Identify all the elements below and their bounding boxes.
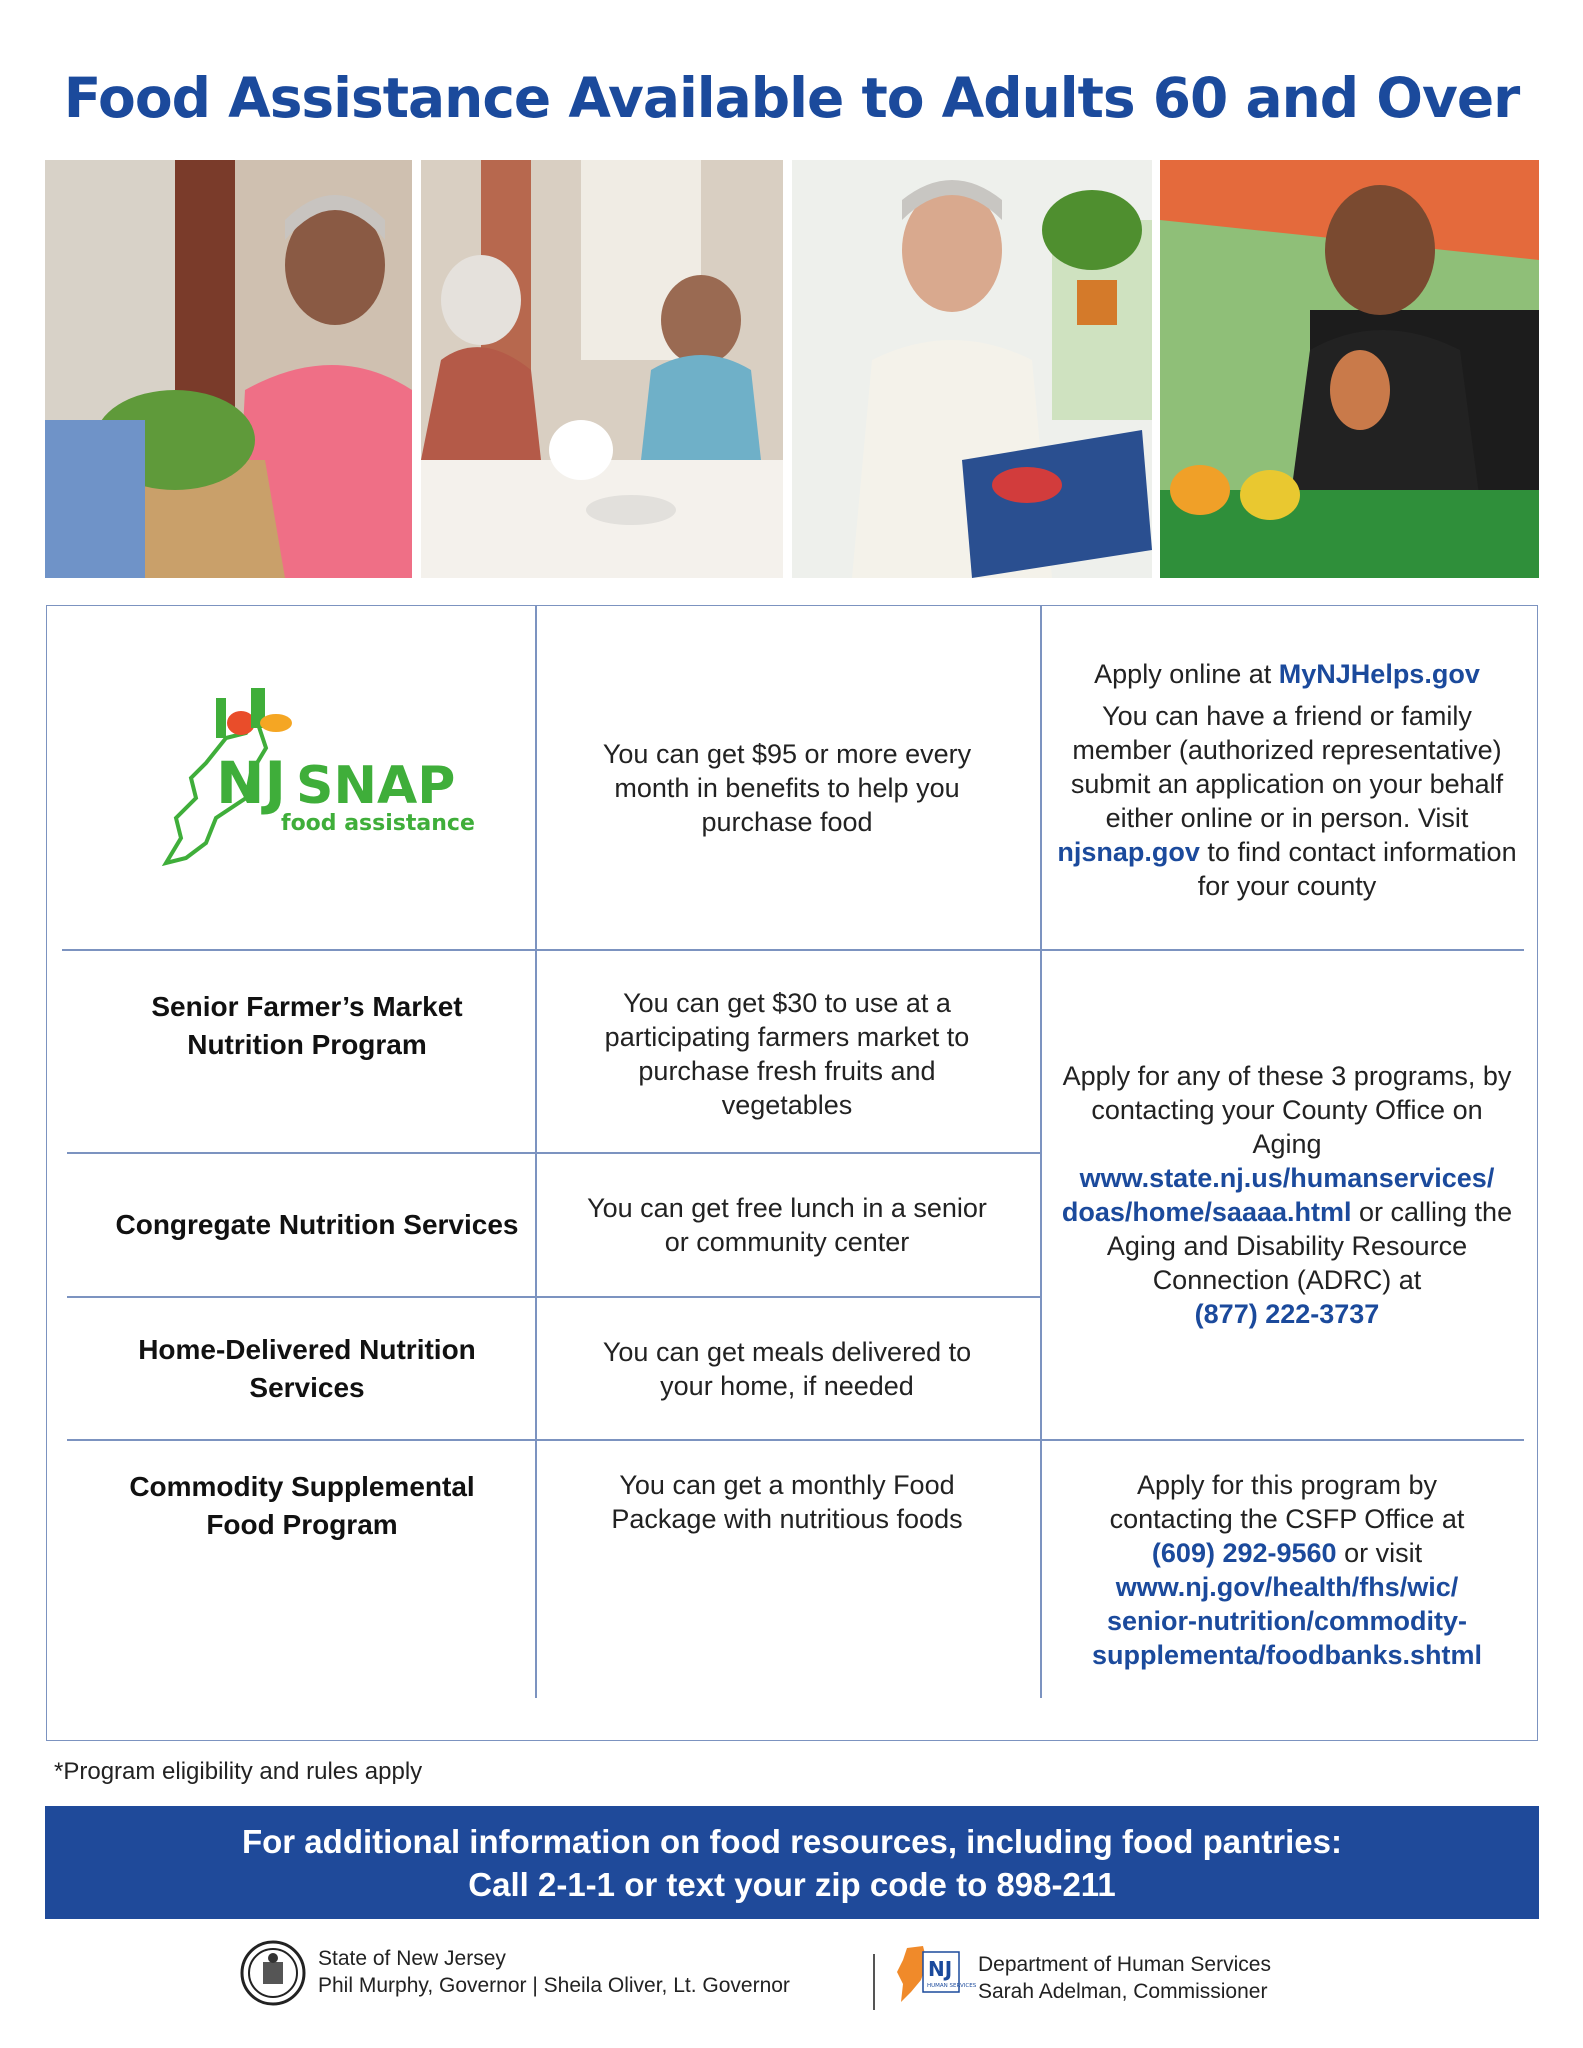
csfp-apply: Apply for this program by contacting the CSFP Office at (609) 292-9560 or visit www.nj.gov/health/fhs/wic/ senior-nutrition/commodity- supplementa/foodbanks.shtml	[1091, 1470, 1483, 1670]
page-title: Food Assistance Available to Adults 60 and Over	[63, 66, 1520, 130]
program-table	[46, 605, 1538, 1741]
njsnap-link[interactable]: njsnap.gov	[1057, 837, 1200, 867]
mynjhelps-link[interactable]: MyNJHelps.gov	[1278, 659, 1480, 689]
sfmnp-title: Senior Farmer’s Market Nutrition Program	[151, 991, 463, 1060]
home-delivered-description: You can get meals delivered to your home, if needed	[602, 1336, 972, 1401]
banner-line-2: Call 2-1-1 or text your zip code to 898-211	[468, 1865, 1116, 1903]
state-name: State of New Jersey	[318, 1947, 506, 1970]
eligibility-note: *Program eligibility and rules apply	[54, 1758, 423, 1785]
snap-logo-nj: NJ	[216, 748, 287, 817]
state-officials: Phil Murphy, Governor | Sheila Oliver, Lt. Governor	[318, 1974, 790, 1997]
snap-logo-snap: SNAP	[296, 755, 456, 816]
home-delivered-title: Home-Delivered Nutrition Services	[138, 1333, 476, 1403]
csfp-link[interactable]: www.nj.gov/health/fhs/wic/ senior-nutrition/commodity- supplementa/foodbanks.shtml	[1091, 1572, 1483, 1670]
commissioner-name: Sarah Adelman, Commissioner	[978, 1980, 1268, 2003]
congregate-description: You can get free lunch in a senior or community center	[587, 1193, 987, 1257]
nj-human-services-logo-icon	[893, 1944, 977, 2006]
nj-state-seal-icon	[240, 1940, 306, 2006]
snap-apply: Apply online at MyNJHelps.gov You can have a friend or family member (authorized representative) submit an application on your behalf either online or in person. Visit njsnap.gov to find contact information for your county	[1057, 659, 1517, 901]
snap-logo	[67, 626, 535, 949]
csfp-description: You can get a monthly Food Package with nutritious foods	[611, 1470, 963, 1534]
dhs-logo-sub: HUMAN SERVICES	[927, 1983, 977, 1989]
csfp-title: Commodity Supplemental Food Program	[129, 1471, 475, 1540]
banner-line-1: For additional information on food resources, including food pantries:	[241, 1822, 1342, 1860]
csfp-phone[interactable]: (609) 292-9560	[1151, 1538, 1337, 1568]
photo-seniors-dining	[421, 160, 783, 578]
snap-logo-tagline: food assistance	[281, 810, 475, 836]
county-aging-link[interactable]: www.state.nj.us/humanservices/ doas/home/saaaa.html	[1061, 1163, 1495, 1227]
snap-description: You can get $95 or more every month in benefits to help you purchase food	[602, 738, 972, 837]
photo-woman-groceries	[45, 160, 412, 578]
congregate-title: Congregate Nutrition Services	[115, 1209, 519, 1240]
photo-man-market	[1160, 160, 1539, 578]
info-banner	[45, 1806, 1539, 1919]
photo-strip	[45, 160, 1539, 578]
photo-woman-meal-tray	[792, 160, 1152, 578]
department-name: Department of Human Services	[978, 1953, 1271, 1976]
dhs-logo-nj: NJ	[928, 1957, 953, 1981]
sfmnp-description: You can get $30 to use at a participating farmers market to purchase fresh fruits and vegetables	[604, 988, 970, 1120]
shared-apply: Apply for any of these 3 programs, by contacting your County Office on Aging www.state.nj.us/humanservices/ doas/home/saaaa.html or calling the Aging and Disability Resource Connection (ADRC) at (877) 222-3737	[1061, 1061, 1513, 1329]
adrc-phone[interactable]: (877) 222-3737	[1194, 1299, 1380, 1329]
